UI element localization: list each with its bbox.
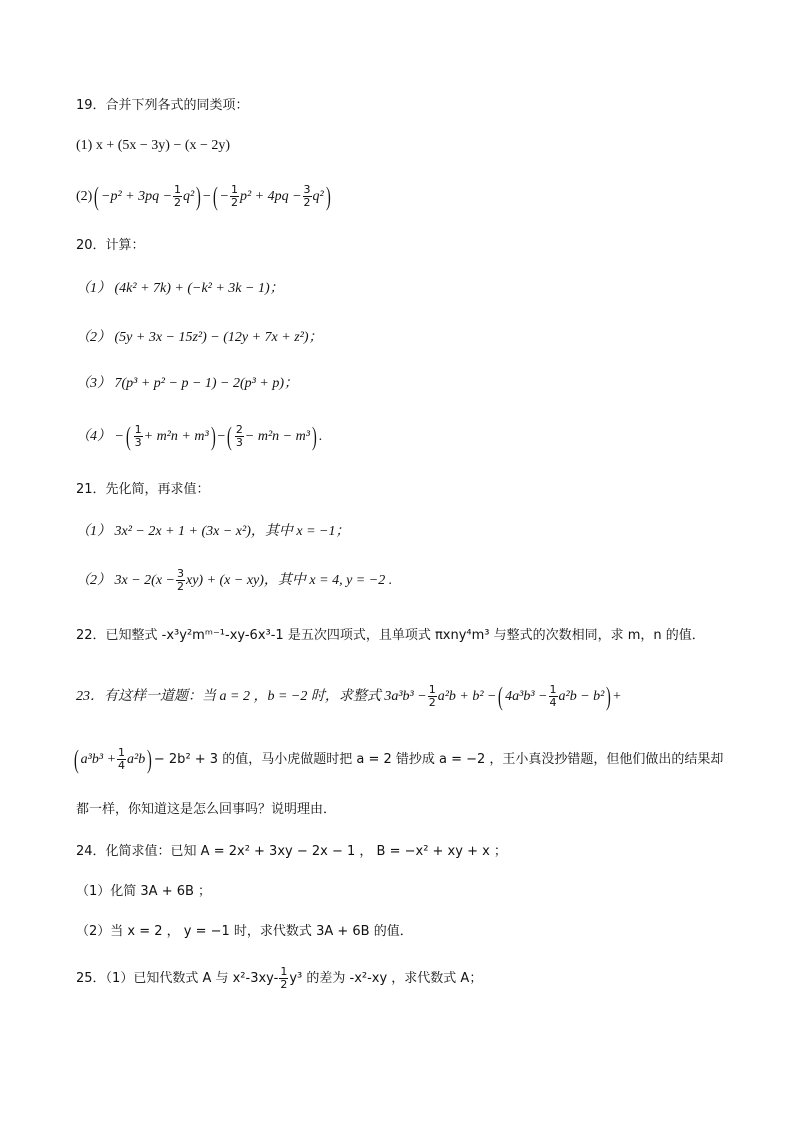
q25-part1: 25．（1）已知代数式 A 与 x²-3xy- $\frac{1}{2}$ y³ 的差为 -x²-xy ，求代数式 A； — [76, 965, 483, 991]
q21-part1: （1） 3x² − 2x + 1 + (3x − x²)，其中 x = −1； — [76, 524, 350, 539]
q23-line3: 都一样，你知道这是怎么回事吗？说明理由． — [76, 802, 337, 817]
q24-title: 24．化简求值：已知 A = 2x² + 3xy − 2x − 1 ， B = −x² + xy + x ； — [76, 844, 507, 859]
q22-text: 22．已知整式 -x³y²mᵐ⁻¹-xy-6x³-1 是五次四项式，且单项式 πxny⁴m³ 与整式的次数相同，求 m，n 的值． — [76, 628, 705, 643]
q20-part1: （1） (4k² + 7k) + (−k² + 3k − 1)； — [76, 281, 284, 296]
fraction: $\frac{2}{3}$ — [235, 423, 243, 449]
q19-title: 19．合并下列各式的同类项： — [76, 98, 249, 113]
fraction: $\frac{1}{4}$ — [118, 746, 126, 772]
fraction: $\frac{3}{2}$ — [303, 183, 311, 209]
q24-part2: （2）当 x = 2 ， y = −1 时，求代数式 3A + 6B 的值． — [76, 924, 413, 939]
q20-title: 20．计算： — [76, 238, 145, 253]
q24-part1: （1）化简 3A + 6B ； — [76, 884, 212, 899]
q19-part2: (2)( −p² + 3pq − $\frac{1}{2}$ q²) −( − $\frac{1}{2}$ p² + 4pq − $\frac{3}{2}$ q²) — [76, 181, 331, 211]
q21-part2: （2） 3x − 2(x − $\frac{3}{2}$ xy) + (x − xy)，其中 x = 4, y = −2 . — [76, 567, 393, 593]
fraction: $\frac{1}{2}$ — [280, 965, 288, 991]
fraction: $\frac{1}{2}$ — [428, 683, 436, 709]
q20-part2: （2） (5y + 3x − 15z²) − (12y + 7x + z²)； — [76, 330, 323, 345]
fraction: $\frac{3}{2}$ — [176, 567, 184, 593]
fraction: $\frac{1}{3}$ — [134, 423, 142, 449]
fraction: $\frac{1}{4}$ — [549, 683, 557, 709]
q23-line1: 23．有这样一道题：当 a = 2 ，b = −2 时，求整式 3a³b³ − $\frac{1}{2}$ a²b + b² −( 4a³b³ − $\frac{1}{4}$ a²b − b²) + — [76, 681, 621, 711]
q21-title: 21．先化简，再求值： — [76, 482, 210, 497]
q20-part4: （4） −( $\frac{1}{3}$ + m²n + m³) −( $\frac{2}{3}$ − m²n − m³) . — [76, 421, 323, 451]
fraction: $\frac{1}{2}$ — [230, 183, 238, 209]
fraction: $\frac{1}{2}$ — [174, 183, 182, 209]
q19-part1: (1) x + (5x − 3y) − (x − 2y) — [76, 138, 231, 153]
q23-line2: ( a³b³ + $\frac{1}{4}$ a²b) − 2b² + 3 的值，马小虎做题时把 a = 2 错抄成 a = −2 ，王小真没抄错题，但他们做出的结果却 — [73, 744, 724, 774]
q20-part3: （3） 7(p³ + p² − p − 1) − 2(p³ + p)； — [76, 376, 298, 391]
